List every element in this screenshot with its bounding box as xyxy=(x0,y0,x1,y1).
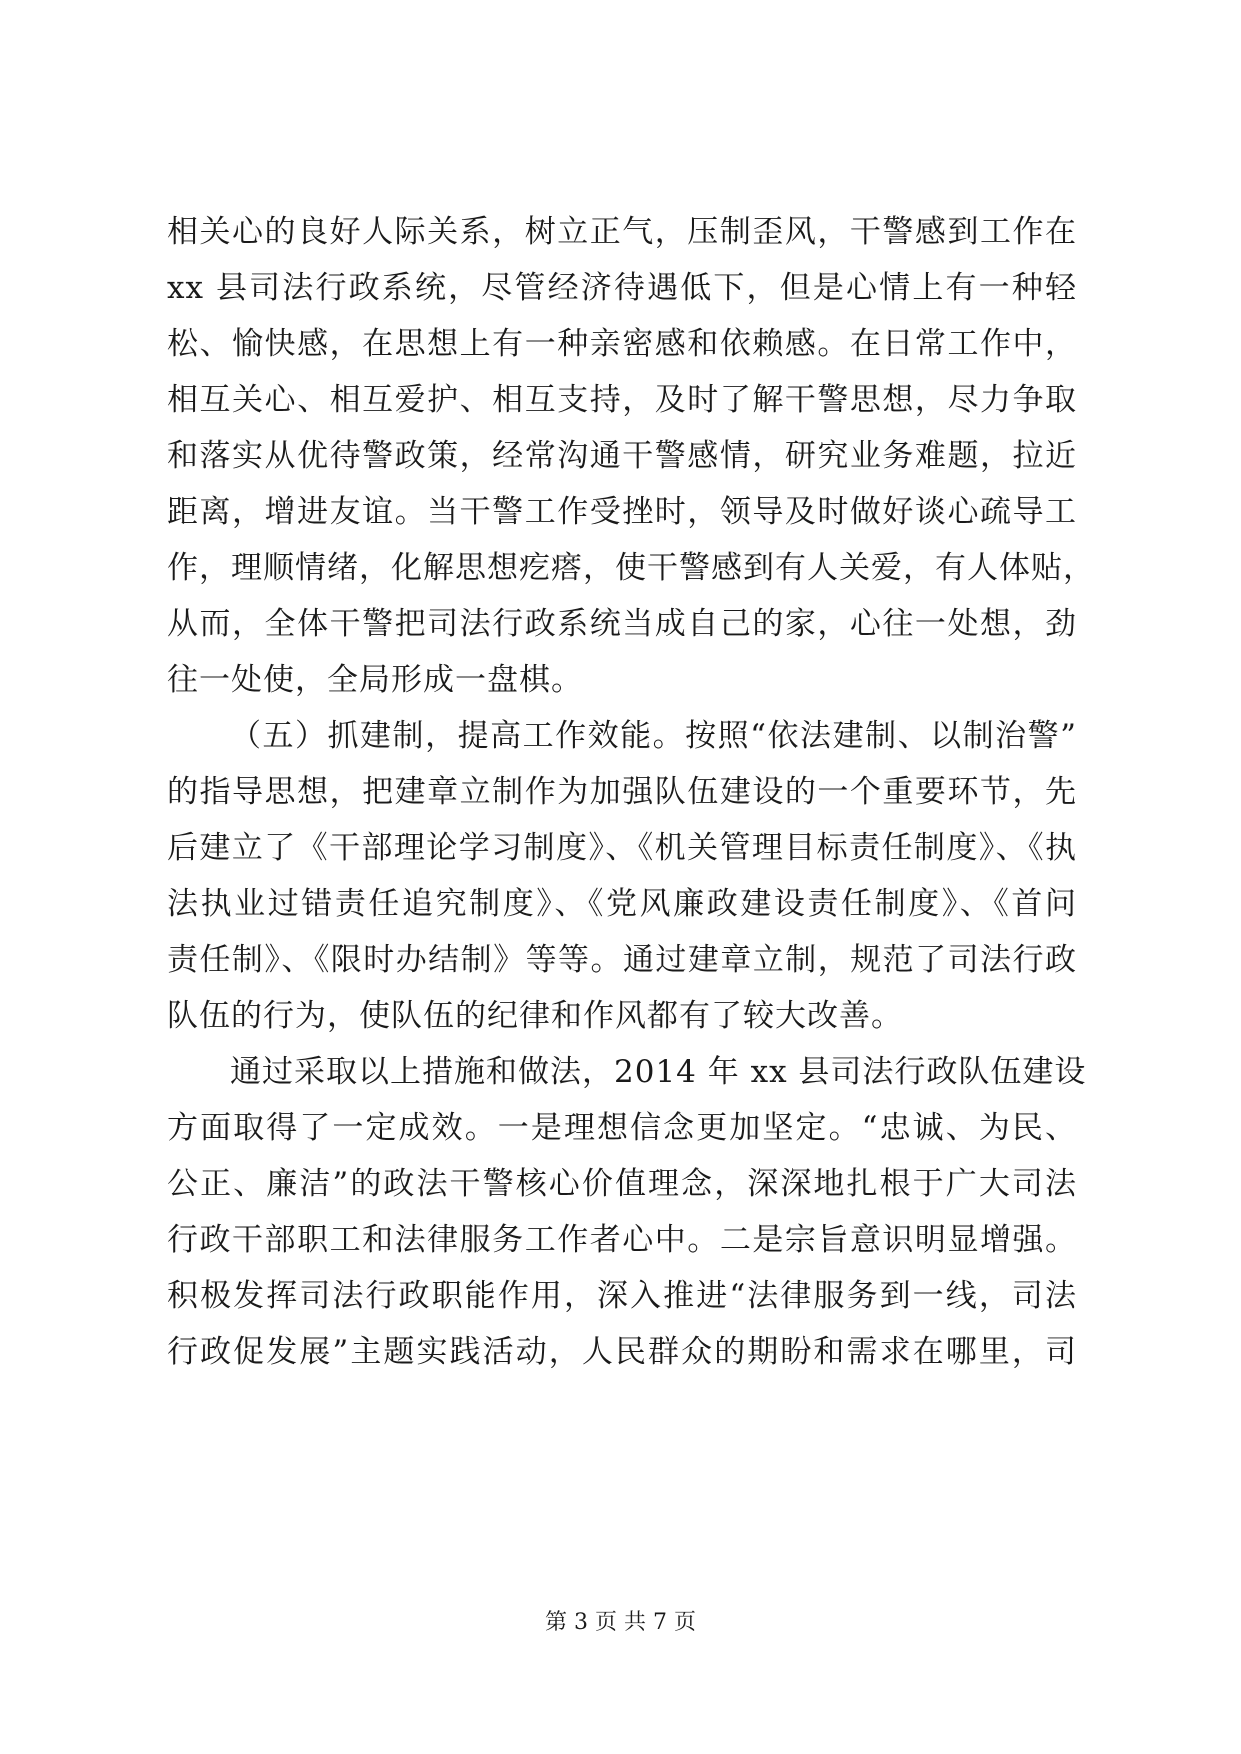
body-line: 法执业过错责任追究制度》、《党风廉政建设责任制度》、《首问 xyxy=(167,886,1077,922)
section-heading-line: （五）抓建制，提高工作效能。按照“依法建制、以制治警” xyxy=(230,718,1077,754)
body-line: 的指导思想，把建章立制作为加强队伍建设的一个重要环节，先 xyxy=(167,774,1077,810)
body-line-last: 队伍的行为，使队伍的纪律和作风都有了较大改善。 xyxy=(167,998,903,1034)
paragraph-first-line: 通过采取以上措施和做法，2014 年 xx 县司法行政队伍建设 xyxy=(230,1054,1087,1090)
body-line: 相关心的良好人际关系，树立正气，压制歪风，干警感到工作在 xyxy=(167,214,1077,250)
body-line: 行政干部职工和法律服务工作者心中。二是宗旨意识明显增强。 xyxy=(167,1222,1077,1258)
body-line: 和落实从优待警政策，经常沟通干警感情，研究业务难题，拉近 xyxy=(167,438,1077,474)
body-line: 后建立了《干部理论学习制度》、《机关管理目标责任制度》、《执 xyxy=(167,830,1077,866)
body-line: 相互关心、相互爱护、相互支持，及时了解干警思想，尽力争取 xyxy=(167,382,1077,418)
page-number-footer: 第 3 页 共 7 页 xyxy=(545,1610,696,1635)
body-line: 松、愉快感，在思想上有一种亲密感和依赖感。在日常工作中， xyxy=(167,326,1077,362)
body-line: 积极发挥司法行政职能作用，深入推进“法律服务到一线，司法 xyxy=(167,1278,1077,1314)
body-line: 公正、廉洁”的政法干警核心价值理念，深深地扎根于广大司法 xyxy=(167,1166,1077,1202)
body-line: 责任制》、《限时办结制》等等。通过建章立制，规范了司法行政 xyxy=(167,942,1077,978)
body-line: 距离，增进友谊。当干警工作受挫时，领导及时做好谈心疏导工 xyxy=(167,494,1077,530)
body-line: 行政促发展”主题实践活动，人民群众的期盼和需求在哪里，司 xyxy=(167,1334,1077,1370)
body-line: xx 县司法行政系统，尽管经济待遇低下，但是心情上有一种轻 xyxy=(167,270,1077,306)
body-line: 作，理顺情绪，化解思想疙瘩，使干警感到有人关爱，有人体贴， xyxy=(167,550,1095,586)
body-line: 方面取得了一定成效。一是理想信念更加坚定。“忠诚、为民、 xyxy=(167,1110,1077,1146)
body-line-last: 往一处使，全局形成一盘棋。 xyxy=(167,662,583,698)
body-line: 从而，全体干警把司法行政系统当成自己的家，心往一处想，劲 xyxy=(167,606,1077,642)
